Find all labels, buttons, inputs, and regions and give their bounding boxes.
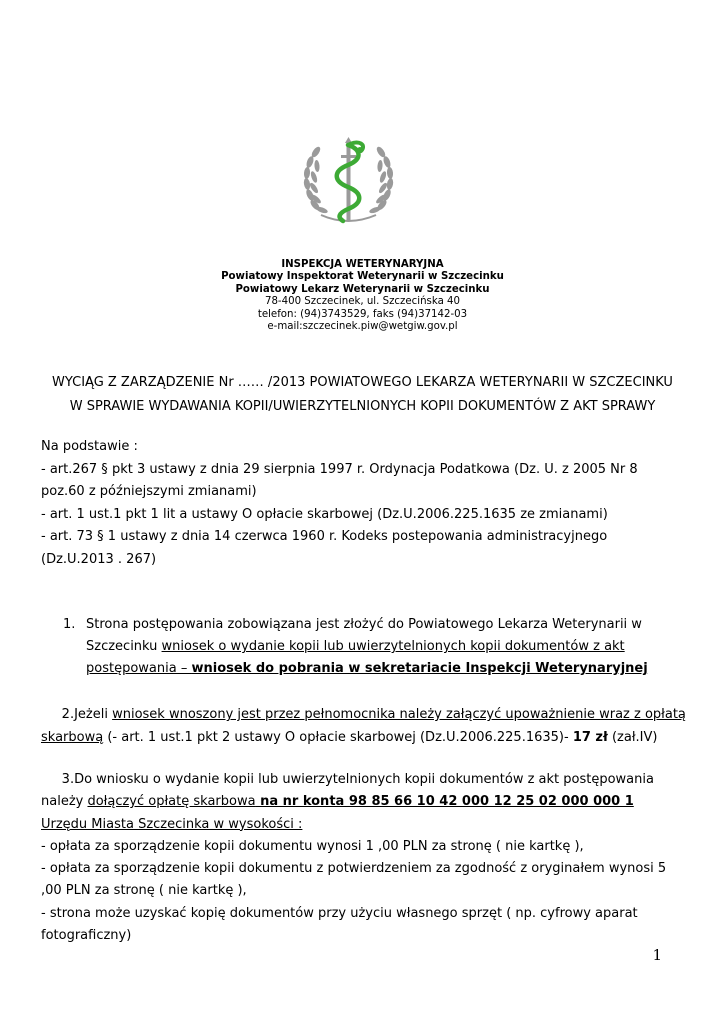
basis-intro: Na podstawie : xyxy=(41,439,138,454)
item1-line-2: Szczecinku wniosek o wydanie kopii lub uwierzytelnionych kopii dokumentów z akt xyxy=(86,639,625,654)
basis-line: - art. 1 ust.1 pkt 1 lit a ustawy O opłacie skarbowej (Dz.U.2006.225.1635 ze zmianami) xyxy=(41,506,608,522)
title-line-2: W SPRAWIE WYDAWANIA KOPII/UWIERZYTELNIONYCH KOPII DOKUMENTÓW Z AKT SPRAWY xyxy=(69,399,656,414)
item1-line-3: postępowania – wniosek do pobrania w sekretariacie Inspekcji Weterynaryjnej xyxy=(86,661,648,676)
item2-line-2: skarbową (- art. 1 ust.1 pkt 2 ustawy O opłacie skarbowej (Dz.U.2006.225.1635)- 17 zł (zał.IV) xyxy=(41,729,658,745)
institution-header xyxy=(0,259,725,333)
document-title xyxy=(0,371,725,419)
veterinary-emblem-icon xyxy=(301,135,396,225)
basis-line: (Dz.U.2013 . 267) xyxy=(41,551,157,567)
item3-line-1: 3.Do wniosku o wydanie kopii lub uwierzytelnionych kopii dokumentów z akt postępowania xyxy=(61,772,654,787)
list-item-2 xyxy=(41,704,686,749)
list-item-3 xyxy=(41,769,666,947)
item3-line-6: ,00 PLN za stronę ( nie kartkę ), xyxy=(41,883,247,899)
header-email: e-mail:szczecinek.piw@wetgiw.gov.pl xyxy=(267,321,458,333)
page-number: 1 xyxy=(652,946,662,964)
header-line-3: Powiatowy Lekarz Weterynarii w Szczecinku xyxy=(235,283,490,295)
basis-line: - art. 73 § 1 ustawy z dnia 14 czerwca 1960 r. Kodeks postepowania administracyjnego xyxy=(41,529,608,544)
header-address: 78-400 Szczecinek, ul. Szczecińska 40 xyxy=(264,296,461,308)
title-line-1: WYCIĄG Z ZARZĄDZENIE Nr …… /2013 POWIATOWEGO LEKARZA WETERYNARII W SZCZECINKU xyxy=(52,375,673,390)
header-phone: telefon: (94)3743529, faks (94)37142-03 xyxy=(257,308,468,320)
item1-line-1: Strona postępowania zobowiązana jest złożyć do Powiatowego Lekarza Weterynarii w xyxy=(86,617,642,632)
item-number: 1. xyxy=(63,617,76,632)
legal-basis xyxy=(41,436,681,571)
header-line-2: Powiatowy Inspektorat Weterynarii w Szczecinku xyxy=(221,271,504,283)
item3-line-2: należy dołączyć opłatę skarbowa na nr konta 98 85 66 10 42 000 12 25 02 000 000 1 xyxy=(41,794,634,810)
item2-line-1: 2.Jeżeli wniosek wnoszony jest przez pełnomocnika należy załączyć upoważnienie wraz z opłatą xyxy=(61,707,686,722)
item3-line-8: fotograficzny) xyxy=(41,928,132,944)
item3-line-7: - strona może uzyskać kopię dokumentów przy użyciu własnego sprzęt ( np. cyfrowy aparat xyxy=(41,905,638,921)
item3-line-5: - opłata za sporządzenie kopii dokumentu z potwierdzeniem za zgodność z oryginałem wynosi 5 xyxy=(41,861,667,877)
basis-line: poz.60 z późniejszymi zmianami) xyxy=(41,484,257,499)
item3-line-4: - opłata za sporządzenie kopii dokumentu wynosi 1 ,00 PLN za stronę ( nie kartkę ), xyxy=(41,838,584,854)
basis-line: - art.267 § pkt 3 ustawy z dnia 29 sierpnia 1997 r. Ordynacja Podatkowa (Dz. U. z 2005 Nr 8 xyxy=(41,461,638,477)
header-line-1: INSPEKCJA WETERYNARYJNA xyxy=(281,259,444,270)
item3-line-3: Urzędu Miasta Szczecinka w wysokości : xyxy=(41,816,303,832)
